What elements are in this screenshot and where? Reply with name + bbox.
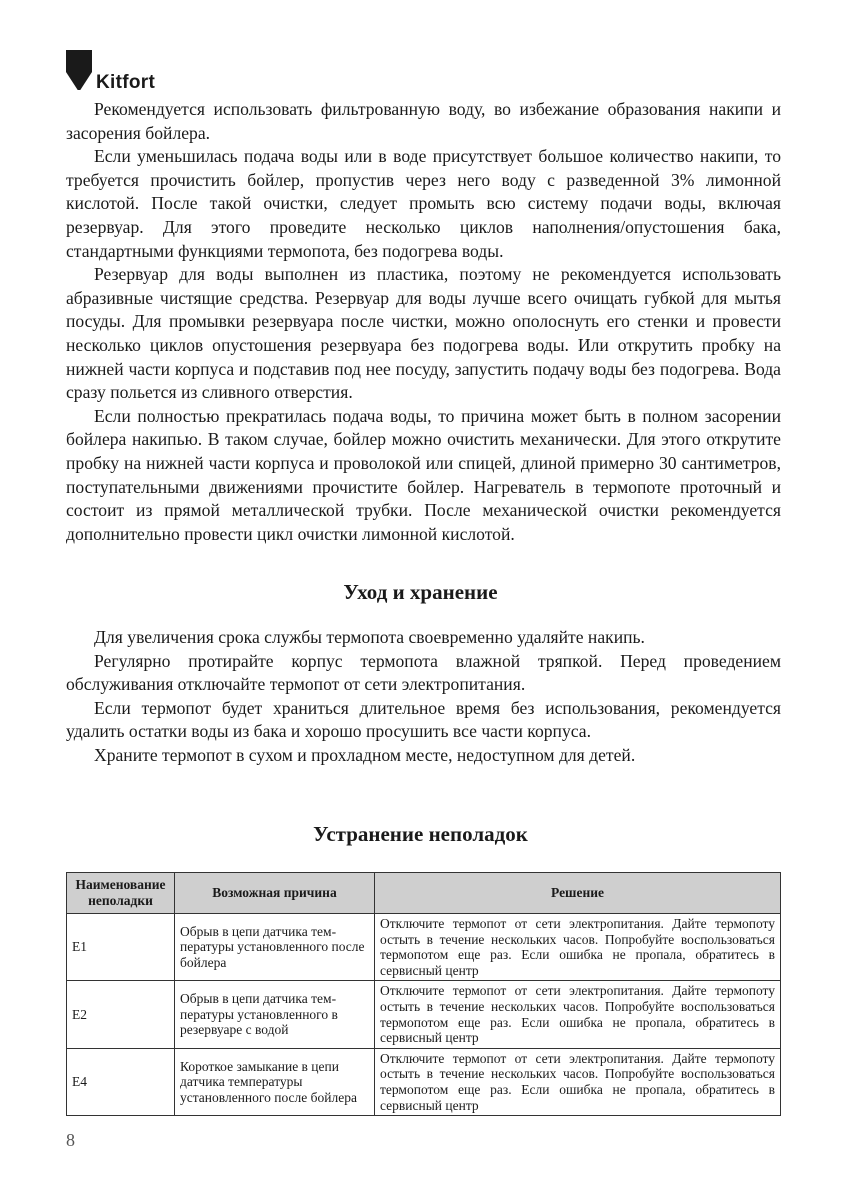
- fault-cause: Обрыв в цепи датчика температуры установленного в резервуаре с водой: [175, 981, 375, 1048]
- cleaning-instructions: [66, 98, 781, 546]
- fault-code: E1: [67, 914, 175, 981]
- troubleshooting-heading: Устранение неполадок: [313, 822, 528, 846]
- care-heading: Уход и хранение: [343, 580, 498, 604]
- header-solution: Решение: [375, 873, 781, 914]
- paragraph: Регулярно протирайте корпус термопота влажной тряпкой. Перед проведением обслуживания отключайте термопот от сети электропитания.: [66, 650, 781, 695]
- table-header-row: [67, 873, 781, 914]
- table-row: [67, 1048, 781, 1115]
- table-row: [67, 981, 781, 1048]
- table-row: [67, 914, 781, 981]
- header-fault-name: Наименование неполадки: [67, 873, 175, 914]
- fault-cause: Обрыв в цепи датчика температуры установленного после бойлера: [175, 914, 375, 981]
- paragraph: Если термопот будет храниться длительное время без использования, рекомендуется удалить остатки воды из бака и хорошо просушить все части корпуса.: [66, 697, 781, 742]
- paragraph: Рекомендуется использовать фильтрованную воду, во избежание образования накипи и засорения бойлера.: [66, 99, 781, 143]
- paragraph: Для увеличения срока службы термопота своевременно удаляйте накипь.: [94, 627, 645, 647]
- kitfort-logo: [66, 50, 156, 93]
- fault-code: E2: [67, 981, 175, 1048]
- troubleshooting-table: [66, 872, 781, 1116]
- fault-solution: Отключите термопот от сети электропитания. Дайте термопоту остыть в течение нескольких часов. Попробуйте воспользоваться термопотом еще раз. Если ошибка не пропала, обратитесь в сервисный центр: [375, 1048, 781, 1115]
- paragraph: Если полностью прекратилась подача воды, то причина может быть в полном засорении бойлера накипью. В таком случае, бойлер можно очистить механически. Для этого открутите пробку на нижней части корпуса и проволокой или спицей, длиной примерно 30 сантиметров, поступательными движениями прочистите бойлер. Нагреватель в термопоте проточный и состоит из прямой металлической трубки. После механической очистки рекомендуется дополнительно провести цикл очистки лимонной кислотой.: [66, 405, 781, 544]
- paragraph: Если уменьшилась подача воды или в воде присутствует большое количество накипи, то требуется прочистить бойлер, пропустив через него воду с разведенной 3% лимонной кислотой. После такой очистки, следует промыть всю систему подачи воды, включая резервуар. Для этого проведите несколько циклов наполнения/опустошения бака, стандартными функциями термопота, без подогрева воды.: [66, 146, 781, 261]
- fault-solution: Отключите термопот от сети электропитания. Дайте термопоту остыть в течение нескольких часов. Попробуйте воспользоваться термопотом еще раз. Если ошибка не пропала, обратитесь в сервисный центр: [375, 914, 781, 981]
- paragraph: Храните термопот в сухом и прохладном месте, недоступном для детей.: [94, 744, 636, 765]
- fault-solution: Отключите термопот от сети электропитания. Дайте термопоту остыть в течение нескольких часов. Попробуйте воспользоваться термопотом еще раз. Если ошибка не пропала, обратитесь в сервисный центр: [375, 981, 781, 1048]
- logo-text: Kitfort: [96, 72, 156, 93]
- header-cause: Возможная причина: [175, 873, 375, 914]
- paragraph: Резервуар для воды выполнен из пластика, поэтому не рекомендуется использовать абразивные чистящие средства. Резервуар для воды лучше всего очищать губкой для мытья посуды. Для промывки резервуара после чистки, можно ополоснуть его стенки и провести несколько циклов опустошения резервуара без подогрева воды. Или открутить пробку на нижней части корпуса и подставив под нее посуду, запустить подачу воды без подогрева. Вода сразу польется из сливного отверстия.: [66, 264, 781, 403]
- kitfort-logo-icon: [66, 50, 92, 90]
- page-number: 8: [66, 1130, 75, 1150]
- fault-cause: Короткое замыкание в цепи датчика температуры установленного после бойлера: [175, 1048, 375, 1115]
- care-section: [66, 626, 781, 768]
- fault-code: E4: [67, 1048, 175, 1115]
